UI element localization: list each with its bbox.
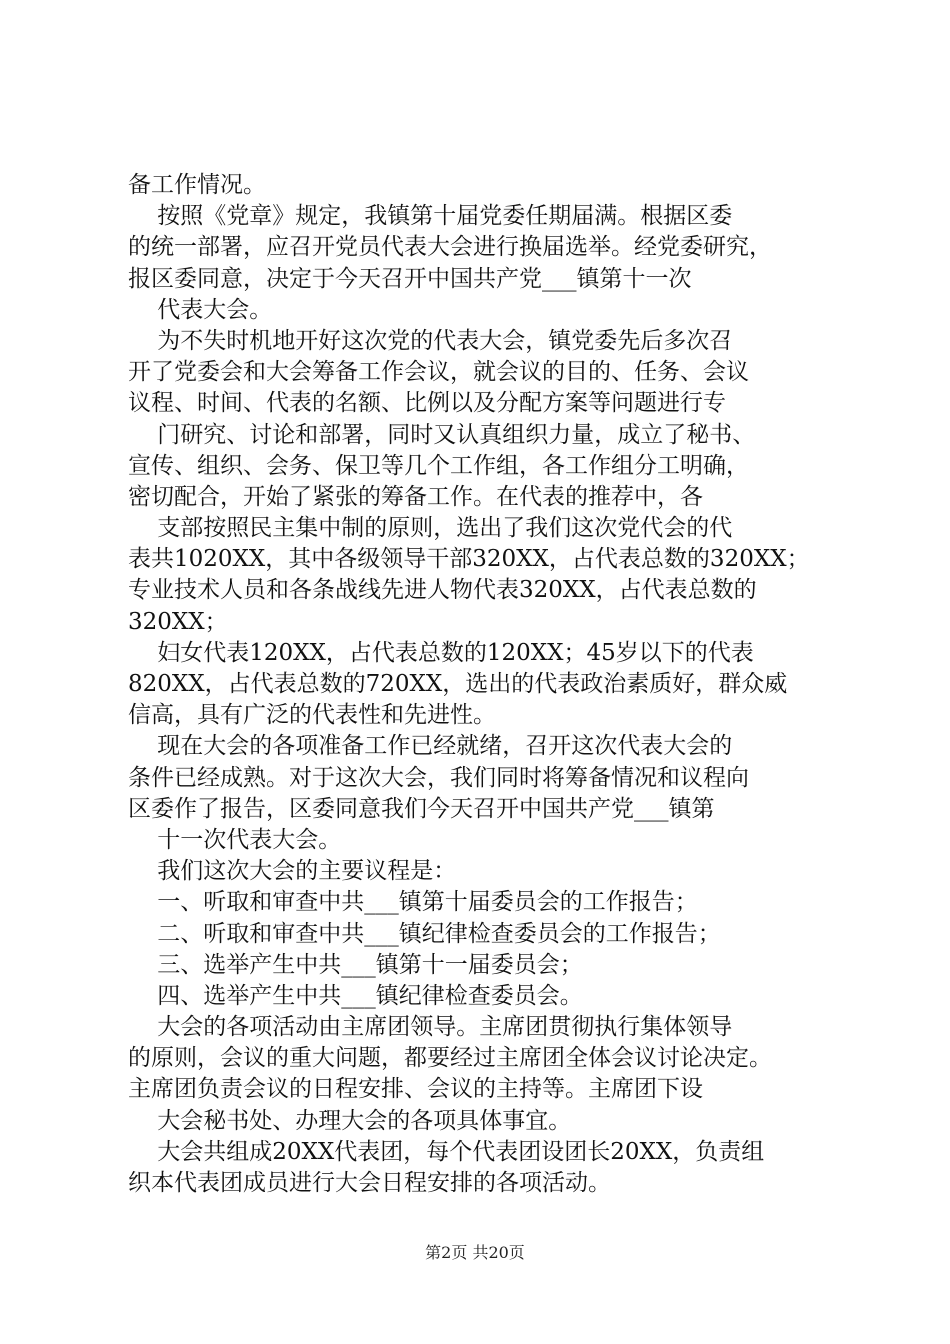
text-line: 区委作了报告，区委同意我们今天召开中国共产党___镇第 [128,795,715,822]
text-line: 代表大会。 [128,296,273,323]
text-line: 主席团负责会议的日程安排、会议的主持等。主席团下设 [128,1076,703,1103]
text-line: 大会共组成20XX代表团，每个代表团设团长20XX，负责组 [128,1138,765,1165]
text-line: 一、听取和审查中共___镇第十届委员会的工作报告； [128,889,698,916]
text-line: 密切配合，开始了紧张的筹备工作。在代表的推荐中，各 [128,483,703,510]
text-line: 的统一部署，应召开党员代表大会进行换届选举。经党委研究， [128,234,772,261]
text-line: 按照《党章》规定，我镇第十届党委任期届满。根据区委 [128,203,733,230]
text-line: 的原则，会议的重大问题，都要经过主席团全体会议讨论决定。 [128,1045,772,1072]
text-line: 议程、时间、代表的名额、比例以及分配方案等问题进行专 [128,390,726,417]
text-line: 四、选举产生中共___镇纪律检查委员会。 [128,982,583,1009]
text-line: 支部按照民主集中制的原则，选出了我们这次党代会的代 [128,515,733,542]
text-line: 备工作情况。 [128,172,266,198]
text-line: 现在大会的各项准备工作已经就绪，召开这次代表大会的 [128,733,733,760]
text-line: 十一次代表大会。 [128,826,342,853]
text-line: 大会的各项活动由主席团领导。主席团贯彻执行集体领导 [128,1014,733,1041]
text-line: 宣传、组织、会务、保卫等几个工作组，各工作组分工明确， [128,452,749,479]
text-line: 二、听取和审查中共___镇纪律检查委员会的工作报告； [128,920,721,947]
text-line: 820XX，占代表总数的720XX，选出的代表政治素质好，群众威 [128,671,788,697]
text-line: 开了党委会和大会筹备工作会议，就会议的目的、任务、会议 [128,359,749,386]
text-line: 信高，具有广泛的代表性和先进性。 [128,702,496,729]
text-line: 织本代表团成员进行大会日程安排的各项活动。 [128,1170,611,1196]
text-line: 我们这次大会的主要议程是： [128,858,457,885]
text-line: 专业技术人员和各条战线先进人物代表320XX，占代表总数的 [128,577,757,604]
text-line: 为不失时机地开好这次党的代表大会，镇党委先后多次召 [128,327,733,354]
page-number-footer: 第2页 共20页 [425,1243,525,1262]
text-line: 门研究、讨论和部署，同时又认真组织力量，成立了秘书、 [128,421,756,448]
text-line: 三、选举产生中共___镇第十一届委员会； [128,951,583,978]
text-line: 大会秘书处、办理大会的各项具体事宜。 [128,1107,572,1134]
text-line: 320XX； [128,608,228,635]
text-line: 表共1020XX，其中各级领导干部320XX，占代表总数的320XX； [128,546,810,573]
text-line: 报区委同意，决定于今天召开中国共产党___镇第十一次 [128,265,692,292]
document-body [128,170,848,1199]
text-line: 条件已经成熟。对于这次大会，我们同时将筹备情况和议程向 [128,764,749,791]
text-line: 妇女代表120XX，占代表总数的120XX；45岁以下的代表 [128,639,754,666]
